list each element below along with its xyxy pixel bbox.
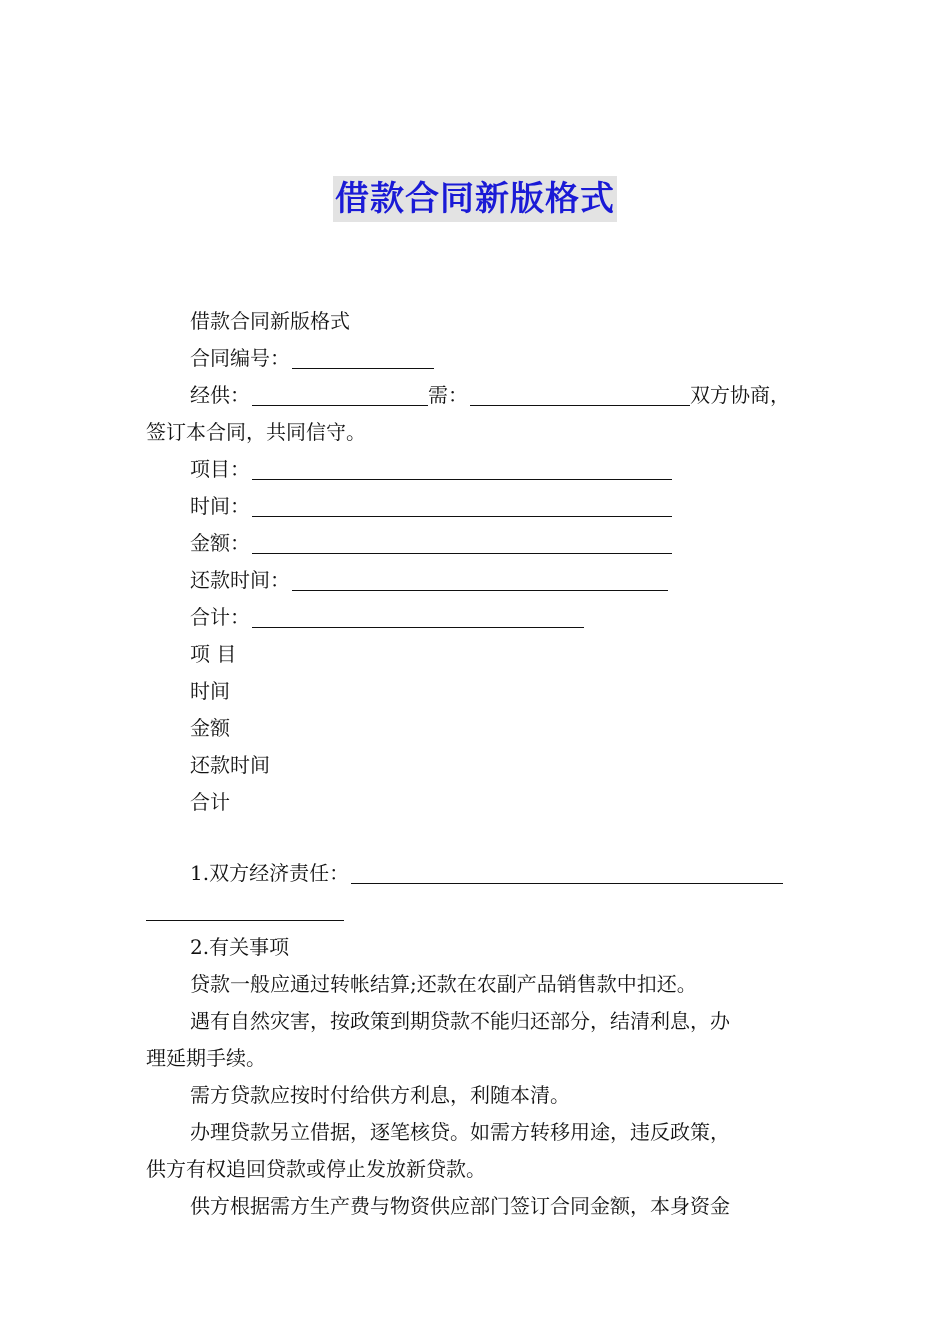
supplier-blank [252,383,428,406]
field-total-line [146,599,826,636]
section2-heading: 2.有关事项 [190,935,290,959]
list-amount: 金额 [190,716,230,740]
parties-line [146,377,826,414]
field-repay-blank [292,568,668,591]
list-total: 合计 [190,790,230,814]
paragraph-2-line2: 理延期手续。 [146,1046,266,1070]
field-repay-line [146,562,826,599]
supplier-label: 经供： [190,383,250,407]
paragraph-3: 需方贷款应按时付给供方利息，利随本清。 [190,1083,570,1107]
demander-blank [470,383,690,406]
field-time-line [146,488,826,525]
sign-line: 签订本合同，共同信守。 [146,420,366,444]
field-total-label: 合计： [190,605,250,629]
header-line: 借款合同新版格式 [190,309,350,333]
field-item-label: 项目： [190,457,250,481]
paragraph-4-line1: 办理贷款另立借据，逐笔核贷。如需方转移用途，违反政策， [190,1120,730,1144]
paragraph-2-line1: 遇有自然灾害，按政策到期贷款不能归还部分，结清利息，办 [190,1009,730,1033]
document-body [146,303,826,1225]
negotiate-text: 双方协商， [690,383,790,407]
paragraph-4-line2: 供方有权追回贷款或停止发放新贷款。 [146,1157,486,1181]
field-time-blank [252,494,672,517]
field-amount-blank [252,531,672,554]
section1-line [146,855,826,892]
section1-label: 1.双方经济责任： [190,861,350,885]
field-item-blank [252,457,672,480]
field-total-blank [252,605,584,628]
spacer [146,821,826,855]
section1-blank [351,861,783,884]
paragraph-1: 贷款一般应通过转帐结算;还款在农副产品销售款中扣还。 [190,972,697,996]
contract-number-blank [292,346,434,369]
list-time: 时间 [190,679,230,703]
list-repay: 还款时间 [190,753,270,777]
field-repay-label: 还款时间： [190,568,290,592]
title-container [0,176,950,222]
demander-label: 需： [428,383,468,407]
field-amount-label: 金额： [190,531,250,555]
field-item-line [146,451,826,488]
section1-continuation [146,892,826,929]
list-item: 项 目 [190,642,237,666]
document-title: 借款合同新版格式 [333,176,617,222]
paragraph-5-line1: 供方根据需方生产费与物资供应部门签订合同金额，本身资金 [190,1194,730,1218]
contract-number-label: 合同编号： [190,346,290,370]
section1-continuation-blank [146,898,344,921]
contract-number-line [146,340,826,377]
field-time-label: 时间： [190,494,250,518]
field-amount-line [146,525,826,562]
